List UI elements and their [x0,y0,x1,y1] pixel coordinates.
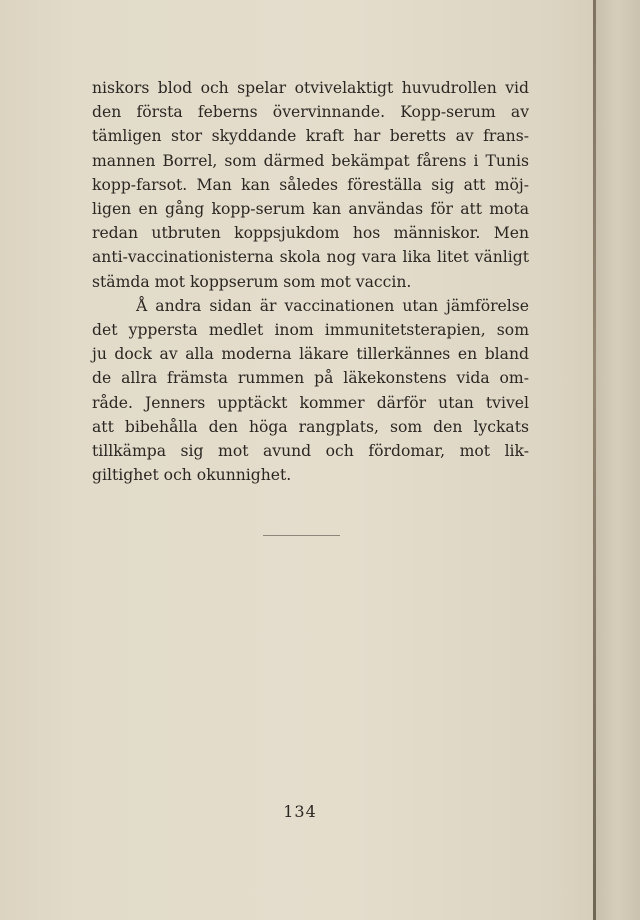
text-line: ligen en gång kopp-serum kan användas för att mota [92,200,529,219]
body-text [92,76,529,487]
page-number: 134 [283,802,317,821]
text-line: att bibehålla den höga rangplats, som den lyckats [92,417,529,436]
section-divider [263,535,340,536]
text-line: råde. Jenners upptäckt kommer därför utan tvivel [92,393,529,412]
text-line: giltighet och okunnighet. [92,466,292,485]
text-line: de allra främsta rummen på läkekonstens vida om- [92,369,529,388]
page-edge [593,0,596,920]
text-line: niskors blod och spelar otvivelaktigt huvudrollen vid [92,79,529,97]
text-line: stämda mot koppserum som mot vaccin. [92,272,412,291]
page-margin-shadow [596,0,640,920]
text-line: tillkämpa sig mot avund och fördomar, mot lik- [92,442,529,461]
text-line: ju dock av alla moderna läkare tillerkännes en bland [92,345,529,364]
text-line: anti-vaccinationisterna skola nog vara lika litet vänligt [92,248,529,267]
text-line: Å andra sidan är vaccinationen utan jämförelse [136,296,529,315]
text-line: kopp-farsot. Man kan således föreställa sig att möj- [92,175,529,194]
text-line: redan utbruten koppsjukdom hos människor. Men [92,224,529,243]
text-line: tämligen stor skyddande kraft har beretts av frans- [92,127,529,146]
text-line: det yppersta medlet inom immunitetsterapien, som [92,321,529,340]
text-line: den första feberns övervinnande. Kopp-serum av [92,103,529,122]
text-line: mannen Borrel, som därmed bekämpat fårens i Tunis [92,151,529,170]
